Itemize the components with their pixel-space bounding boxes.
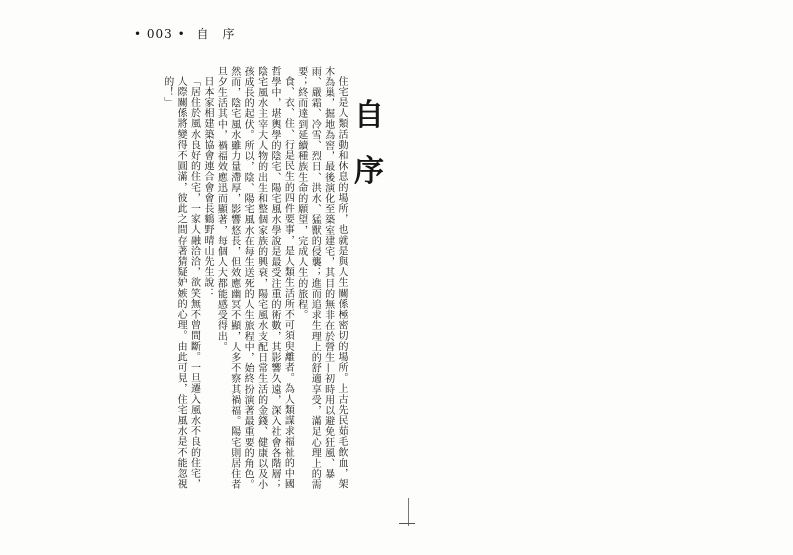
paragraph-2: 食、衣、住、行是民生的四件要事，是人類生活所不可須臾離者。為人類謀求福祉的中國哲學中，堪輿學的陰宅、陽宅風水學說是最受注重的術數，其影響久遠，深入社會各階層；陰宅風水主宰大人物的出生和整個家族的興衰，陽宅風水支配日常生活的金錢、健康以及小孩成長的起伏。所以，陰、陽宅風水在每生送死的人生旅程中，始終扮演著最重要的角色。然而，陰宅風水雖力量滯厚，影響悠長，但效應幽冥不顯，人多不察其禍福。陽宅則居住者旦夕生活其中，禍福效應迅而顯著，每個人大都能感受得出。 <box>215 66 294 490</box>
paragraph-1: 住宅是人類活動和休息的場所，也就是與人生關係極密切的場所。上古先民茹毛飲血，架木為巢，掘地為窖，最後演化至築室建宅，其目的無非在於營生—初時用以避免狂風、暴雨、嚴霜、冷雪、烈日、洪水、猛獸的侵襲；進而追求生理上的舒適享受，滿足心理上的需要；終而達到延續種族生命的願望，完成人生的旅程。 <box>295 66 347 490</box>
page-number: • 003 • <box>134 27 186 41</box>
paragraph-3: 日本家相建築協會連合會會長鶴野晴山先生說： <box>201 76 213 299</box>
quotation-paragraph: 「居住於風水良好的住宅，一家人融洽洽，欲笑無不曾間斷。一旦遷入風水不良的住宅，人際關係將變得不圓滿，彼此之間存著猜疑妒嫉的心理。由此可見，住宅風水是不能忽視的！」 <box>161 76 200 490</box>
preface-body <box>108 66 348 496</box>
gutter-mark <box>408 498 409 526</box>
running-header <box>134 25 236 42</box>
chapter-title: 自序 <box>354 98 384 189</box>
section-title: 自 序 <box>196 27 236 41</box>
bottom-rule <box>399 523 415 524</box>
